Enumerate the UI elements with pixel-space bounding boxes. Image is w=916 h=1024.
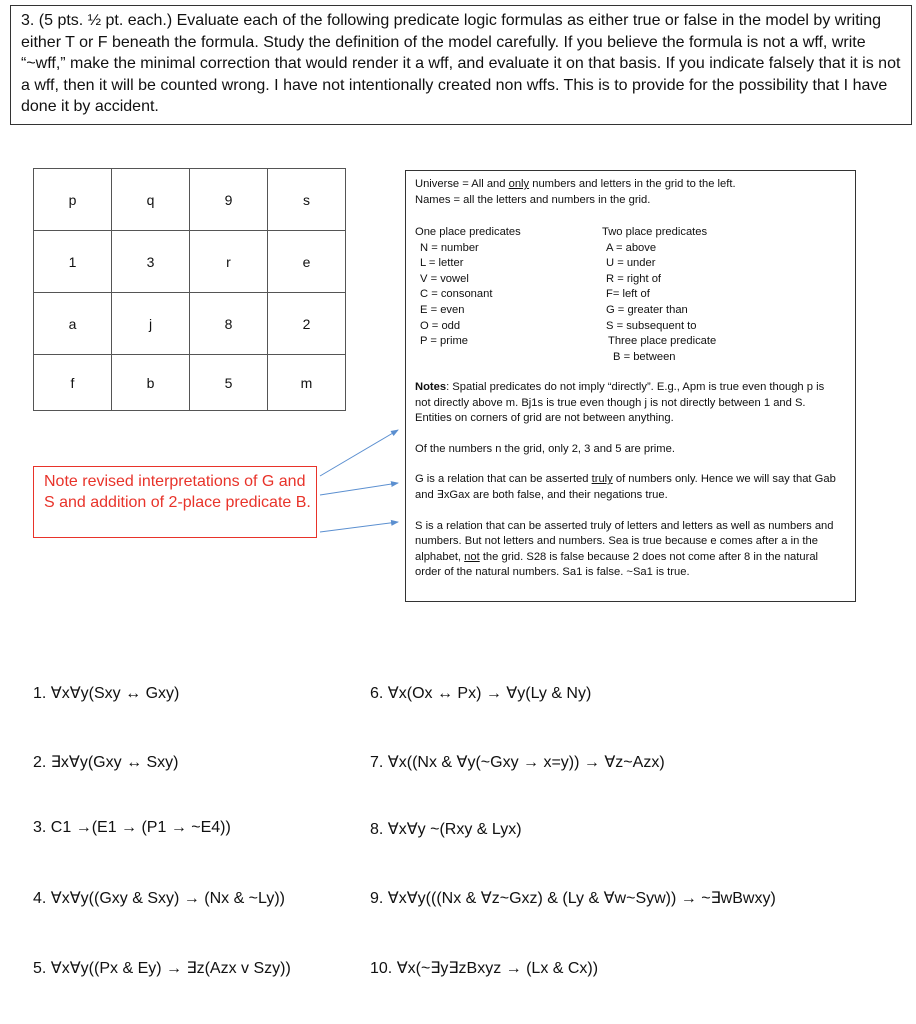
two-place-predicate: A = above [606,241,657,254]
two-place-predicate: U = under [606,257,656,270]
two-place-predicate: F= left of [606,288,650,301]
s-text-end: the grid. S28 is false because 2 does not come after 8 in the natural order of the natural numbers. Sa1 is false. ~Sa1 is true. [415,550,819,579]
one-place-predicate: P = prime [420,335,468,348]
one-place-predicate: O = odd [420,319,461,332]
g-emphasis: truly [591,473,613,486]
g-text-end: of numbers only. Hence we will say that Gab and ∃xGax are both false, and their negations true. [415,473,836,501]
arrow-to-s-note [320,522,398,532]
grid-cell: p [34,169,112,231]
grid-cell: j [112,293,190,355]
grid-cell: b [112,355,190,411]
three-place-title: Three place predicate [608,335,717,348]
grid-cell: a [34,293,112,355]
grid-cell: f [34,355,112,411]
universe-emphasis: only [508,178,530,190]
two-place-predicate: G = greater than [606,303,688,316]
universe-text: Universe = All and [415,178,509,190]
three-place-predicate: B = between [613,350,676,363]
question-instructions: 3. (5 pts. ½ pt. each.) Evaluate each of the following predicate logic formulas as either true or false in the model by writing either T or F beneath the formula. Study the definition of the model carefully. If you believe the formula is not a wff, write “~wff,” make the minimal correction that would render it a wff, and evaluate it on that basis. If you indicate falsely that it is not a wff, then it will be counted wrong. I have not intentionally created non wffs. This is to provide for the possibility that I have done it by accident. [10,5,912,125]
grid-cell: 9 [190,169,268,231]
grid-cell: s [268,169,346,231]
grid-cell: 2 [268,293,346,355]
formula-1: 1. ∀x∀y(Sxy ↔ Gxy) [33,685,180,702]
one-place-title: One place predicates [415,226,521,238]
names-definition: Names = all the letters and numbers in the grid. [415,193,651,206]
notes-label: Notes [415,381,447,393]
two-place-predicate: R = right of [606,272,662,285]
formula-8: 8. ∀x∀y ~(Rxy & Lyx) [370,821,522,838]
grid-cell: 5 [190,355,268,411]
arrow-to-notes [320,430,398,476]
formula-9: 9. ∀x∀y(((Nx & ∀z~Gxz) & (Ly & ∀w~Syw)) → ~∃wBwxy) [370,890,776,907]
formula-10: 10. ∀x(~∃y∃zBxyz → (Lx & Cx)) [370,960,599,977]
grid-cell: m [268,355,346,411]
g-text: G is a relation that can be asserted [415,473,592,486]
formula-4: 4. ∀x∀y((Gxy & Sxy) → (Nx & ~Ly)) [33,890,285,907]
notes-primes: Of the numbers n the grid, only 2, 3 and 5 are prime. [415,442,675,455]
formula-6: 6. ∀x(Ox ↔ Px) → ∀y(Ly & Ny) [370,685,592,702]
grid-cell: 3 [112,231,190,293]
grid-cell: r [190,231,268,293]
grid-cell: 8 [190,293,268,355]
one-place-predicate: C = consonant [420,288,493,301]
grid-cell: 1 [34,231,112,293]
one-place-predicate: N = number [420,241,479,254]
formula-3: 3. C1 →(E1 → (P1 → ~E4)) [33,819,231,836]
arrow-to-g-note [320,483,398,495]
revision-note: Note revised interpretations of G and S and addition of 2-place predicate B. [33,466,317,538]
formula-2: 2. ∃x∀y(Gxy ↔ Sxy) [33,754,179,771]
grid-cell: e [268,231,346,293]
one-place-predicate: E = even [420,303,465,316]
one-place-predicate: V = vowel [420,272,469,285]
formula-5: 5. ∀x∀y((Px & Ey) → ∃z(Azx v Szy)) [33,960,291,977]
grid-cell: q [112,169,190,231]
notes-text: : Spatial predicates do not imply “directly”. E.g., Apm is true even though p is not directly above m. Bj1s is true even though j is not directly between 1 and S. Entities on corners of grid are not between anything. [415,381,825,425]
two-place-title: Two place predicates [602,226,708,238]
two-place-predicate: S = subsequent to [606,319,697,332]
s-text: S is a relation that can be asserted truly of letters and letters as well as numbers and numbers. But not letters and numbers. Sea is true because e comes after a in the alphabet, [415,519,834,563]
universe-text-end: numbers and letters in the grid to the left. [529,178,736,190]
one-place-predicate: L = letter [420,257,464,270]
formula-7: 7. ∀x((Nx & ∀y(~Gxy → x=y)) → ∀z~Azx) [370,754,665,771]
s-emphasis: not [464,550,480,563]
